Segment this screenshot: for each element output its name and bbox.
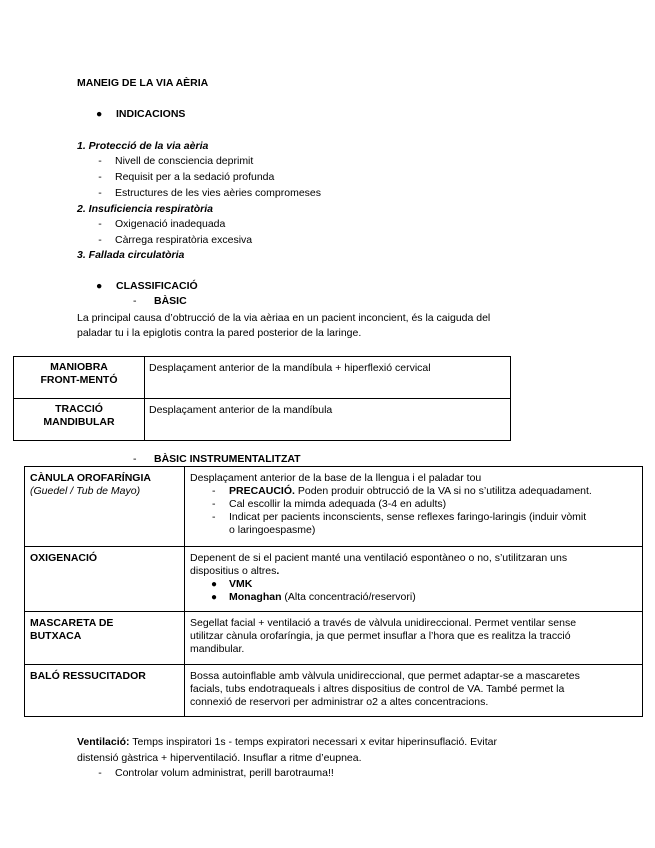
table-cell: Desplaçament anterior de la base de la llengua i el paladar tou - PRECAUCIÓ. Poden produir obtrucció de la VA si no s’utilitza adequadament. - Cal escollir la mimda adequada (3-4 en adults) - Indicat per pacients inconscients, sense reflexes faringo-laringis (induir vòmit o laringoespasme) (185, 467, 643, 547)
indication-2-heading: 2. Insuficiencia respiratòria (77, 203, 213, 215)
basic-paragraph-line: paladar tu i la epiglotis contra la pared posterior de la laringe. (77, 327, 362, 339)
dash-icon: - (212, 498, 216, 510)
row-label: OXIGENACIÓ (30, 552, 98, 564)
dash-icon: - (98, 155, 102, 167)
row-sublabel: (Guedel / Tub de Mayo) (30, 485, 141, 497)
list-item: - Oxigenació inadequada (115, 217, 225, 232)
dash-icon: - (98, 171, 102, 183)
basic-label: BÀSIC (154, 295, 187, 307)
page-title: MANEIG DE LA VIA AÈRIA (77, 77, 209, 89)
dash-icon: - (98, 187, 102, 199)
table-row (25, 665, 643, 717)
ventilacio-line: Ventilació: Temps inspiratori 1s - temps expiratori necessari x evitar hiperinsuflació. Evitar (77, 736, 497, 748)
table-cell: Desplaçament anterior de la mandíbula (145, 399, 511, 441)
table-cell: Bossa autoinflable amb vàlvula unidireccional, que permet adaptar-se a mascaretes facials, tubs endotraqueals i altres dispositius de control de VA. També permet la connexió de reservori per administrar o2 a altes concentracions. (185, 665, 643, 717)
table-cell (25, 467, 185, 547)
table-row (25, 547, 643, 612)
list-item: - Estructures de les vies aèries compromeses (115, 186, 321, 201)
ventilacio-label: Ventilació: (77, 736, 130, 748)
list-item: - Nivell de consciencia deprimit (115, 154, 253, 169)
list-item: - PRECAUCIÓ. Poden produir obtrucció de la VA si no s’utilitza adequadament. (212, 485, 592, 497)
dash-icon: - (133, 295, 137, 307)
indication-3-heading: 3. Fallada circulatòria (77, 249, 185, 261)
ventilacio-line: distensió gàstrica + hiperventilació. Insuflar a ritme d’eupnea. (77, 752, 362, 764)
table-cell (25, 547, 185, 612)
row-label: MASCARETA DE (30, 617, 114, 629)
table-cell: MANIOBRA FRONT-MENTÓ (14, 357, 145, 399)
section-indicacions: INDICACIONS (116, 108, 186, 120)
table-row (25, 612, 643, 665)
instrumental-table (24, 466, 643, 717)
table-cell: TRACCIÓ MANDIBULAR (14, 399, 145, 441)
dash-icon: - (133, 453, 137, 465)
list-item: ● VMK (211, 578, 253, 590)
section-classificacio: CLASSIFICACIÓ (116, 280, 198, 292)
dash-icon: - (98, 767, 102, 779)
table-row (14, 357, 511, 399)
basic-instrumental-label: BÀSIC INSTRUMENTALITZAT (154, 453, 301, 465)
indication-1-heading: 1. Protecció de la via aèria (77, 140, 209, 152)
list-item: - Càrrega respiratòria excesiva (115, 233, 252, 248)
table-cell: Segellat facial + ventilació a través de vàlvula unidireccional. Permet ventilar sense utilitzar cànula orofaríngia, ja que permet insuflar a l’hora que es realitza la tracció mandibular. (185, 612, 643, 665)
table-cell (25, 665, 185, 717)
bullet-icon: ● (96, 108, 103, 120)
basic-maneuvers-table (13, 356, 511, 441)
bullet-icon: ● (211, 579, 218, 590)
list-item: - Cal escollir la mimda adequada (3-4 en adults) (212, 498, 447, 510)
dash-icon: - (98, 234, 102, 246)
basic-paragraph-line: La principal causa d’obtrucció de la via aèriaa en un pacient inconcient, és la caiguda del (77, 312, 491, 324)
list-item: ● Monaghan (Alta concentració/reservori) (211, 591, 416, 603)
list-item: - Requisit per a la sedació profunda (115, 170, 274, 185)
table-cell: Depenent de si el pacient manté una ventilació espontàneo o no, s’utilitzaran uns dispositius o altres. ● VMK ● Monaghan (Alta concentració/reservori) (185, 547, 643, 612)
row-label: BALÓ RESSUCITADOR (30, 670, 146, 682)
dash-icon: - (212, 511, 216, 523)
dash-icon: - (98, 218, 102, 230)
list-item: - Indicat per pacients inconscients, sense reflexes faringo-laringis (induir vòmit o laringoespasme) (212, 511, 587, 536)
list-item: - Controlar volum administrat, perill barotrauma!! (115, 766, 334, 781)
bullet-icon: ● (211, 592, 218, 603)
row-label: CÀNULA OROFARÍNGIA (30, 472, 151, 484)
bullet-icon: ● (96, 280, 103, 292)
table-row (14, 399, 511, 441)
row-label: BUTXACA (30, 630, 82, 642)
table-row (25, 467, 643, 547)
table-cell: Desplaçament anterior de la mandíbula + hiperflexió cervical (145, 357, 511, 399)
table-cell (25, 612, 185, 665)
dash-icon: - (212, 485, 216, 497)
